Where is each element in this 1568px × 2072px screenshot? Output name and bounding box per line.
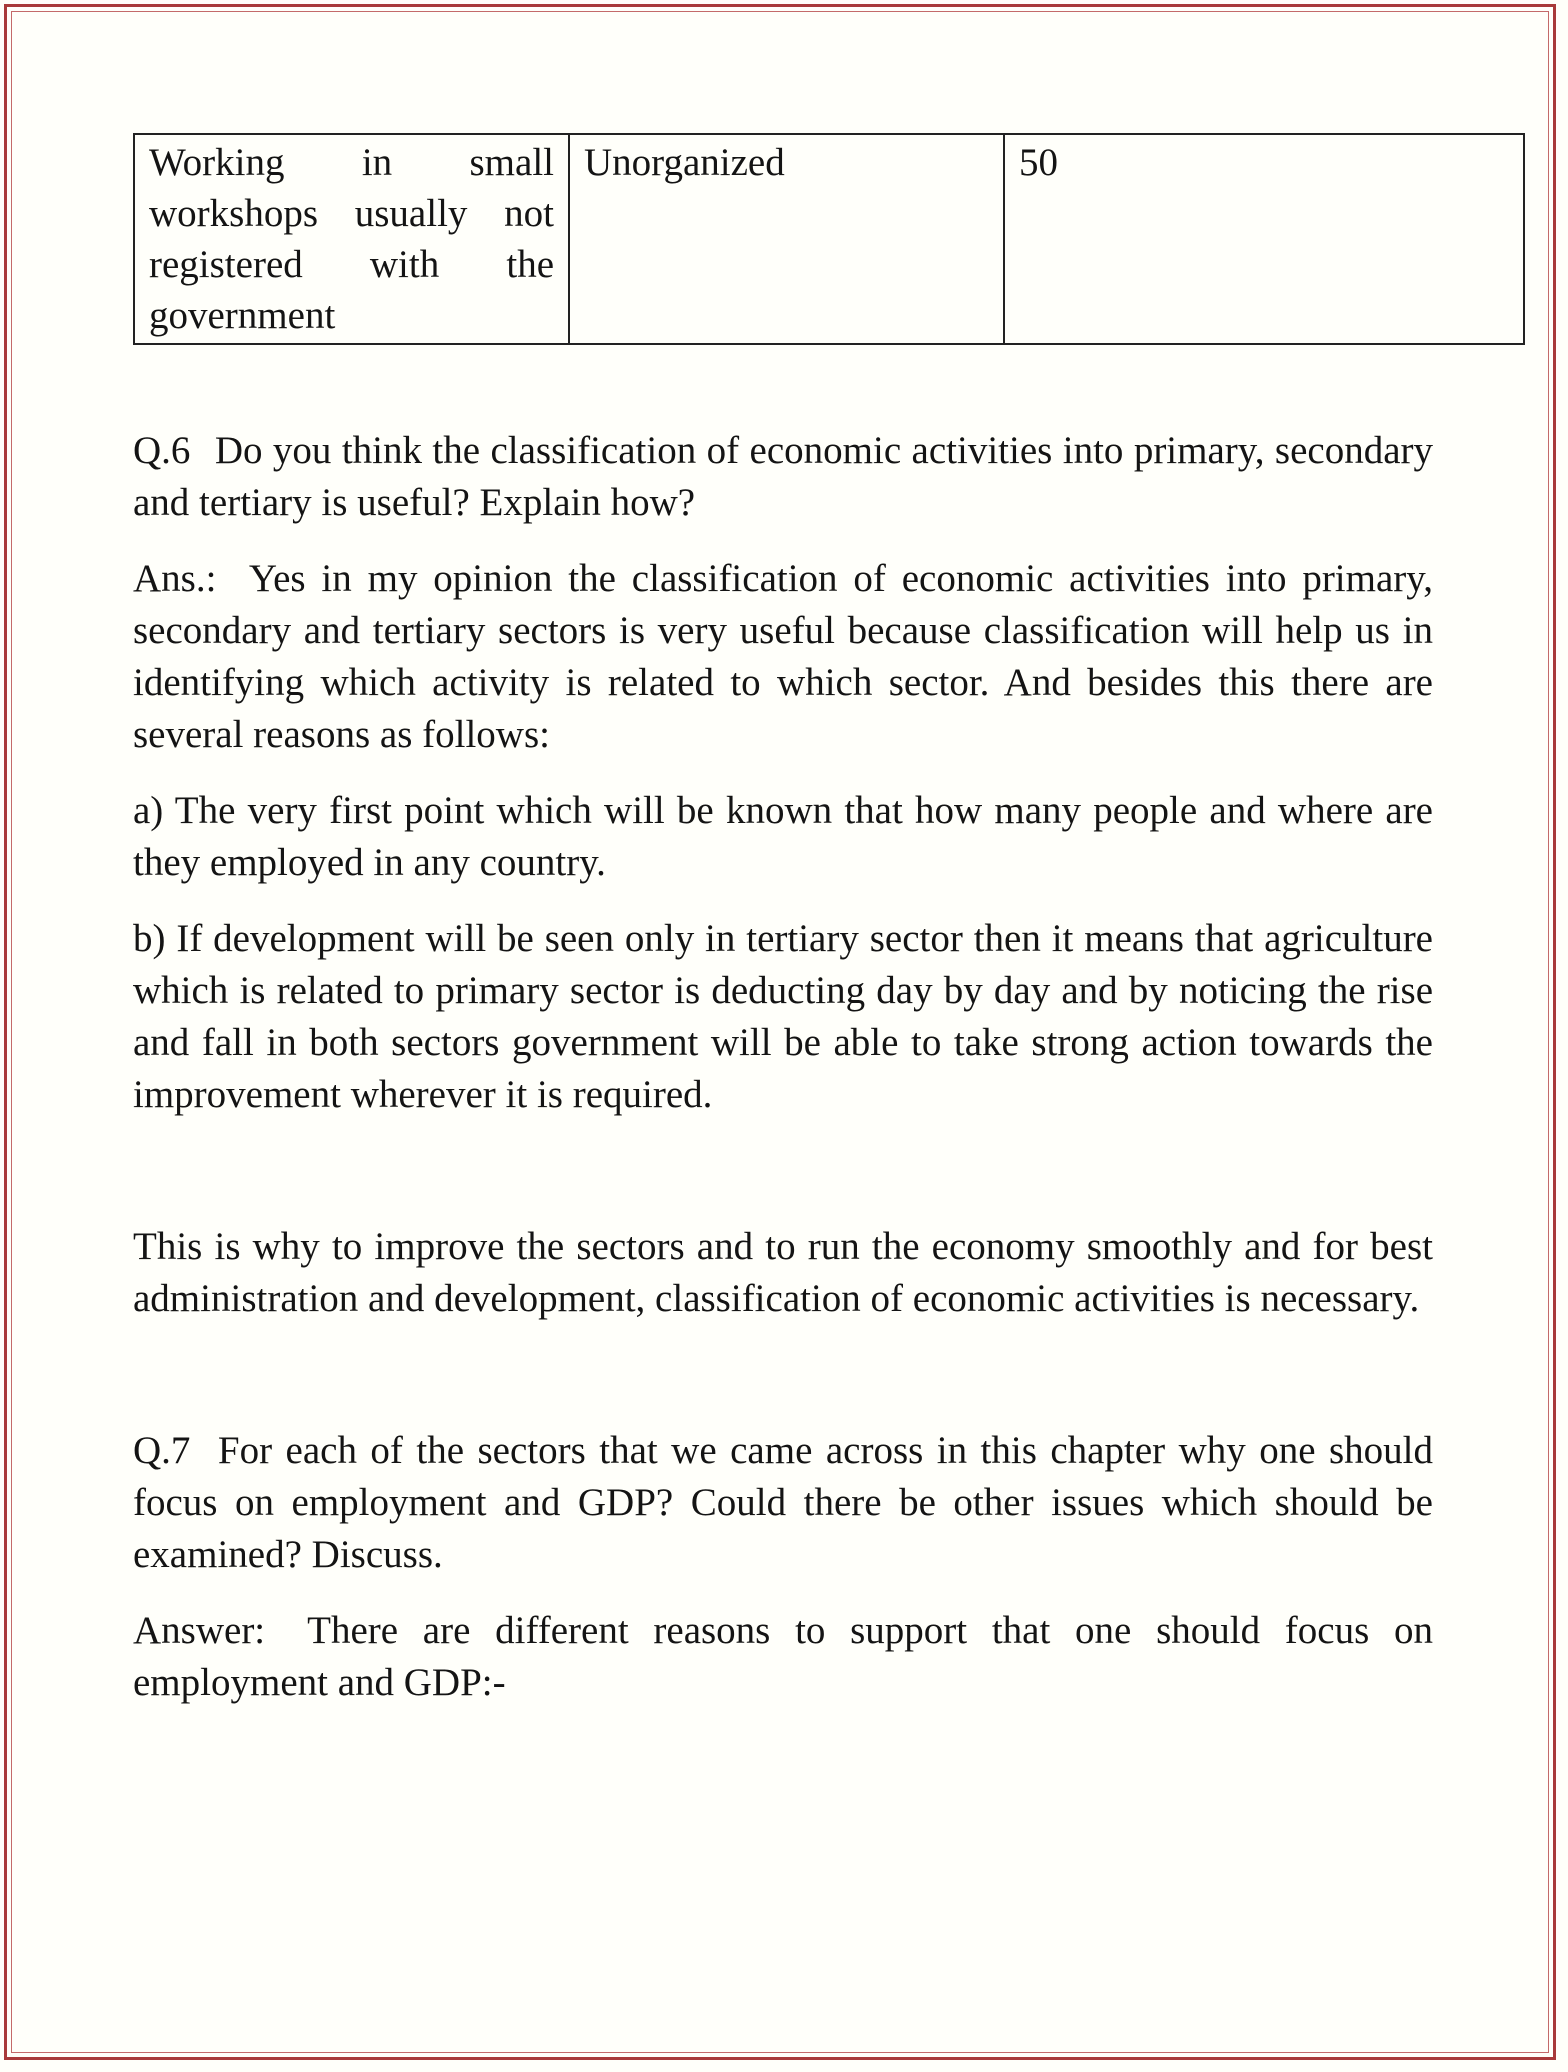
question-6 — [133, 425, 1433, 529]
answer-7-text: There are different reasons to support that one should focus on employment and GDP:- — [133, 1609, 1433, 1704]
page-content — [133, 133, 1433, 1709]
question-7-text: For each of the sectors that we came across in this chapter why one should focus on employment and GDP? Could there be other issues which should be examined? Discuss. — [133, 1429, 1433, 1576]
question-7 — [133, 1425, 1433, 1581]
question-6-text: Do you think the classification of economic activities into primary, secondary and tertiary is useful? Explain how? — [133, 429, 1434, 524]
cell-value: 50 — [1004, 134, 1524, 344]
question-7-number: Q.7 — [133, 1429, 191, 1472]
sector-table — [133, 133, 1525, 345]
answer-6-text: Yes in my opinion the classification of economic activities into primary, secondary and tertiary sectors is very useful because classification will help us in identifying which activity is related to which sector. And besides this there are several reasons as follows: — [133, 557, 1433, 756]
answer-6-conclusion: This is why to improve the sectors and to run the economy smoothly and for best administration and development, classification of economic activities is necessary. — [133, 1225, 1433, 1320]
cell-description: Working in small workshops usually not registered with the government — [134, 134, 569, 344]
table-row — [134, 134, 1524, 344]
answer-7 — [133, 1605, 1433, 1709]
answer-6 — [133, 553, 1433, 761]
answer-6-label: Ans.: — [133, 557, 217, 600]
answer-6-point-b: b) If development will be seen only in tertiary sector then it means that agriculture which is related to primary sector is deducting day by day and by noticing the rise and fall in both sectors government will be able to take strong action towards the improvement wherever it is required. — [133, 917, 1433, 1116]
question-6-number: Q.6 — [133, 429, 191, 472]
answer-6-point-a: a) The very first point which will be known that how many people and where are they employed in any country. — [133, 789, 1433, 884]
cell-sector: Unorganized — [569, 134, 1004, 344]
answer-7-label: Answer: — [133, 1609, 266, 1652]
